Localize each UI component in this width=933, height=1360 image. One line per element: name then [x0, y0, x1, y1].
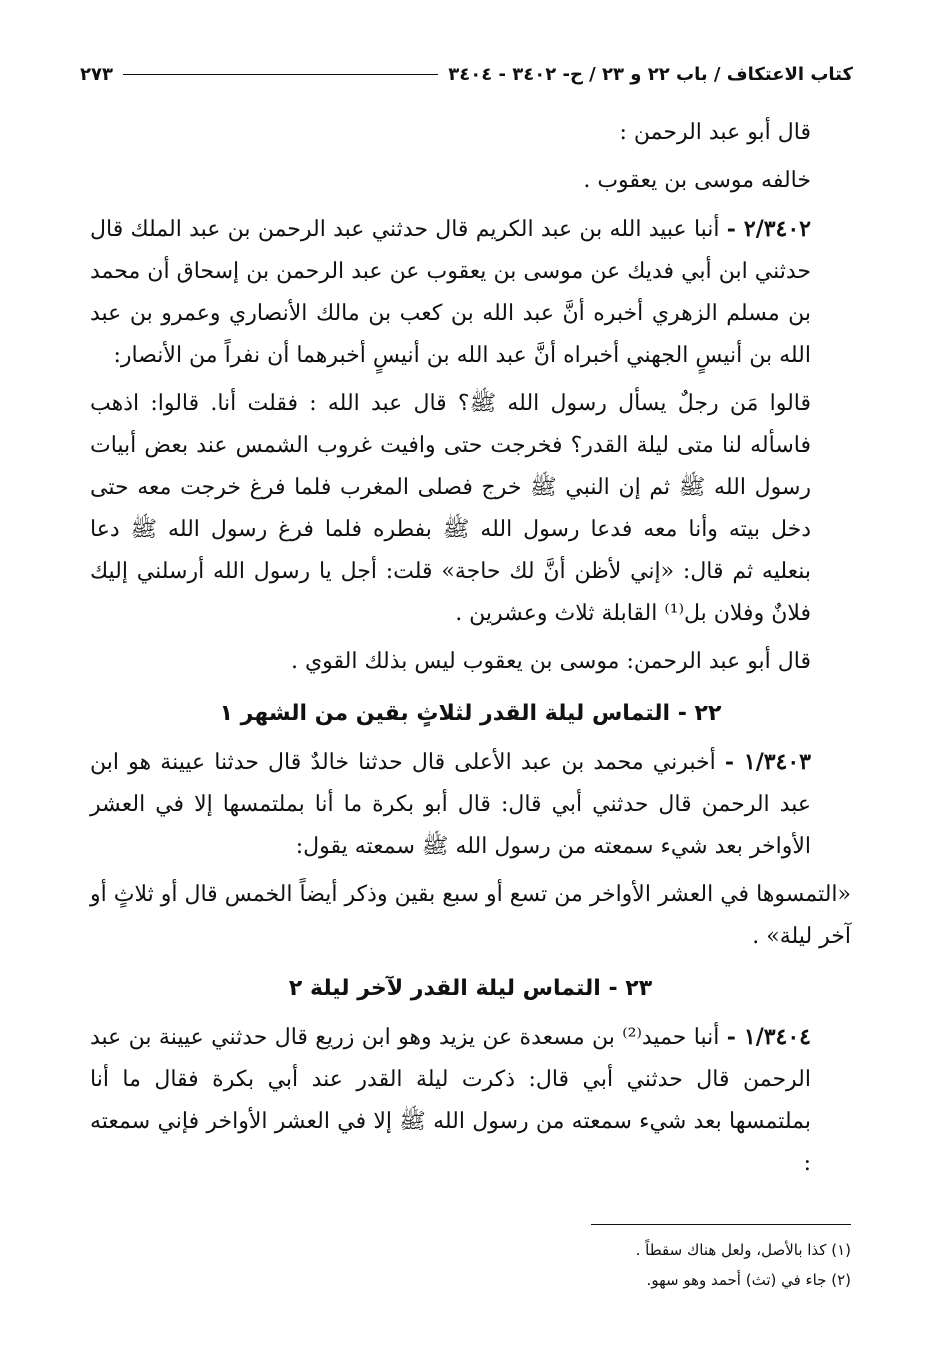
page-number: ٢٧٣ [80, 64, 113, 85]
main-text [90, 112, 851, 1185]
footnote: (٢) جاء في (تث) أحمد وهو سهو. [646, 1271, 851, 1289]
paragraph: خالفه موسى بن يعقوب . [583, 168, 811, 193]
paragraph: قال أبو عبد الرحمن: موسى بن يعقوب ليس بذلك القوي . [290, 649, 811, 674]
paragraph: «التمسوها في العشر الأواخر من تسع أو سبع بقين وذكر أيضاً الخمس قال أو ثلاثٍ أو آخر ليلة» . [90, 882, 851, 949]
hadith-number: ١/٣٤٠٣ - [724, 749, 811, 775]
hadith-text: أخبرني محمد بن عبد الأعلى قال حدثنا خالدٌ قال حدثنا عيينة هو ابن عبد الرحمن قال حدثني أبي قال: قال أبو بكرة ما أنا بملتمسها إلا في العشر الأواخر بعد شيء سمعته من رسول الله ﷺ سمعته يقول: [90, 750, 811, 859]
chapter-heading-23: ٢٣ - التماس ليلة القدر لآخر ليلة ٢ [288, 976, 653, 1001]
hadith-number: ١/٣٤٠٤ - [726, 1024, 811, 1050]
hadith-text: أنبا عبيد الله بن عبد الكريم قال حدثني عبد الرحمن بن عبد الملك قال حدثني ابن أبي فديك عن موسى بن يعقوب عن عبد الرحمن بن إسحاق أن محمد بن مسلم الزهري أخبره أنَّ عبد الله بن كعب بن مالك الأنصاري وعمرو بن عبد الله بن أنيسٍ الجهني أخبراه أنَّ عبد الله بن أنيسٍ أخبرهما أن نفراً من الأنصار: [90, 217, 811, 368]
hadith-3403 [90, 741, 851, 868]
hadith-3404 [90, 1016, 851, 1185]
paragraph: قالوا مَن رجلٌ يسأل رسول الله ﷺ؟ قال عبد الله : فقلت أنا. قالوا: اذهب فاسأله لنا متى ليلة القدر؟ فخرجت حتى وافيت غروب الشمس عند بعض أبيات رسول الله ﷺ ثم إن النبي ﷺ خرج فصلى المغرب فلما فرغ خرجت معه حتى دخل بيته وأنا معه فدعا رسول الله ﷺ بفطره فلما فرغ رسول الله ﷺ دعا بنعليه ثم قال: «إني لأظن أنَّ لك حاجة» قلت: أجل يا رسول الله أرسلني إليك فلانٌ وفلان بل⁽¹⁾ القابلة ثلاث وعشرين . [90, 391, 811, 626]
chapter-heading-22: ٢٢ - التماس ليلة القدر لثلاثٍ بقين من الشهر ١ [219, 701, 722, 726]
footnote: (١) كذا بالأصل، ولعل هناك سقطاً . [635, 1241, 851, 1259]
paragraph: قال أبو عبد الرحمن : [619, 120, 811, 145]
footnotes [591, 1224, 851, 1295]
hadith-text: أنبا حميد⁽²⁾ بن مسعدة عن يزيد وهو ابن زريع قال حدثني عيينة بن عبد الرحمن قال حدثني أبي قال: ذكرت ليلة القدر عند أبي بكرة فقال ما أنا بملتمسها بعد شيء سمعته من رسول الله ﷺ إلا في العشر الأواخر فإني سمعته : [90, 1025, 811, 1176]
running-header [80, 64, 853, 85]
hadith-number: ٢/٣٤٠٢ - [726, 216, 811, 242]
hadith-3402 [90, 208, 851, 377]
header-rule [123, 74, 438, 75]
header-title: كتاب الاعتكاف / باب ٢٢ و ٢٣ / ح- ٣٤٠٢ - ٣٤٠٤ [448, 64, 853, 85]
